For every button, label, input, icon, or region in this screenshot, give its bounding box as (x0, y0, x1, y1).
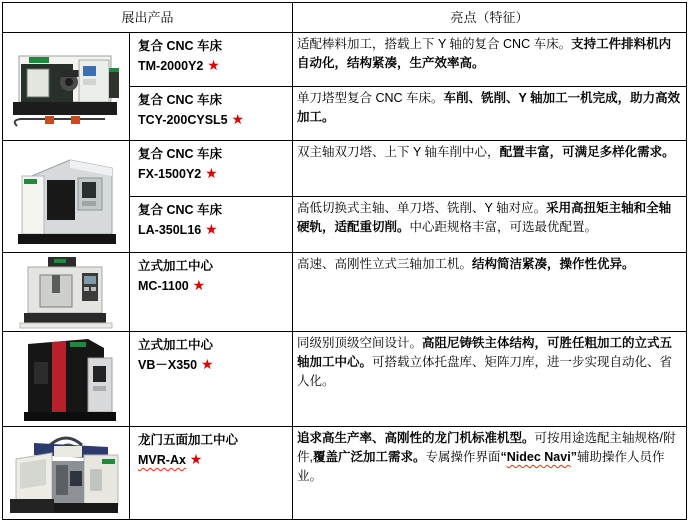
column-header-highlights: 亮点（特征） (293, 3, 687, 33)
product-model: VB－X350 (138, 358, 198, 372)
featured-star-icon: ★ (203, 57, 220, 73)
machine-image-cell (3, 141, 130, 253)
spellcheck-flagged-text: Nidec Navi (506, 450, 571, 464)
product-model: MC-1100 (138, 279, 189, 293)
product-category: 立式加工中心 (138, 259, 214, 273)
product-name-cell (130, 197, 293, 253)
product-model: LA-350L16 (138, 223, 202, 237)
featured-star-icon: ★ (188, 277, 206, 293)
product-category: 立式加工中心 (138, 338, 214, 352)
header-row (3, 3, 687, 33)
vertical-five-axis-center-image (14, 334, 118, 424)
product-name-cell (130, 332, 293, 427)
highlight-text-segment: 高速、高刚性立式三轴加工机。 (297, 257, 473, 271)
highlight-text-segment: 支持工件排料机内自动化，结构紧凑，生产效率高。 (297, 37, 672, 70)
product-row (3, 141, 687, 197)
machine-image-cell (3, 253, 130, 332)
machine-image-cell (3, 332, 130, 427)
product-row (3, 33, 687, 87)
product-name-cell (130, 87, 293, 141)
highlights-cell (293, 141, 687, 197)
vertical-machining-center-image (12, 255, 120, 329)
highlight-text-segment: 双主轴双刀塔、上下 Y 轴车削中心， (297, 145, 500, 159)
featured-star-icon: ★ (201, 165, 218, 181)
product-category: 复合 CNC 车床 (138, 203, 223, 217)
machine-image-cell (3, 427, 130, 520)
machine-image-cell (3, 33, 130, 141)
highlight-text-segment: “ (500, 450, 507, 464)
compound-cnc-lathe-fx-image (12, 146, 120, 248)
product-name-cell (130, 141, 293, 197)
column-header-products: 展出产品 (3, 3, 293, 33)
highlight-text-segment: 专属操作界面 (425, 450, 501, 464)
highlights-cell (293, 33, 687, 87)
product-model: TM-2000Y2 (138, 59, 204, 73)
featured-star-icon: ★ (227, 111, 245, 127)
highlight-text-segment: 可按用途选配主轴规格/附件, (297, 431, 676, 464)
highlight-text-segment: 适配棒料加工，搭载上下 Y 轴的复合 CNC 车床。 (297, 37, 572, 51)
product-category: 复合 CNC 车床 (138, 93, 223, 107)
product-model: TCY-200CYSL5 (138, 113, 228, 127)
highlight-text-segment: 同级别顶级空间设计。 (297, 336, 423, 350)
product-name-cell (130, 427, 293, 520)
gantry-five-face-center-image (6, 429, 126, 517)
compound-cnc-lathe-tm-image (9, 42, 123, 132)
product-model: FX-1500Y2 (138, 167, 202, 181)
product-model-line (138, 110, 288, 130)
highlight-text-segment: 采用高扭矩主轴和全轴硬轨，适配重切削。 (297, 201, 672, 234)
highlight-text-segment: 中心距规格丰富，可选最优配置。 (409, 220, 598, 234)
highlights-cell (293, 427, 687, 520)
product-model-line (138, 355, 288, 375)
product-model-line (138, 450, 288, 470)
featured-star-icon: ★ (201, 221, 218, 237)
product-category: 复合 CNC 车床 (138, 147, 223, 161)
highlight-text-segment: 车削、铣削、Y 轴加工一机完成，助力高效加工。 (297, 91, 681, 124)
highlights-cell (293, 87, 687, 141)
highlights-cell (293, 253, 687, 332)
highlight-text-segment: 配置丰富，可满足多样化需求。 (499, 145, 675, 159)
highlight-text-segment: ” (570, 450, 577, 464)
featured-star-icon: ★ (197, 356, 214, 372)
product-model-line (138, 56, 288, 76)
highlight-text-segment: 覆盖广泛加工需求。 (312, 450, 426, 464)
product-model: MVR-Ax (138, 453, 186, 467)
highlights-cell (293, 197, 687, 253)
product-model-line (138, 220, 288, 240)
product-category: 龙门五面加工中心 (138, 433, 239, 447)
product-row (3, 427, 687, 520)
highlight-text-segment: 可搭载立体托盘库、矩阵刀库，进一步实现自动化、省人化。 (297, 355, 673, 388)
product-name-cell (130, 33, 293, 87)
product-row (3, 253, 687, 332)
products-table (2, 2, 687, 520)
highlight-text-segment: 辅助操作人员作业。 (297, 450, 665, 483)
product-category: 复合 CNC 车床 (138, 39, 223, 53)
table-body (3, 33, 687, 520)
highlight-text-segment: 高低切换式主轴、单刀塔、铣削、Y 轴对应。 (297, 201, 547, 215)
highlight-text-segment: 单刀塔型复合 CNC 车床。 (297, 91, 444, 105)
highlight-text-segment: 高阻尼铸铁主体结构，可胜任粗加工的立式五轴加工中心。 (297, 336, 673, 369)
product-name-cell (130, 253, 293, 332)
highlight-text-segment: 结构简洁紧凑，操作性优异。 (472, 257, 635, 271)
highlight-text-segment: 追求高生产率、高刚性的龙门机标准机型。 (297, 431, 535, 445)
highlights-cell (293, 332, 687, 427)
featured-star-icon: ★ (185, 451, 203, 467)
product-row (3, 332, 687, 427)
product-model-line (138, 164, 288, 184)
product-model-line (138, 276, 288, 296)
